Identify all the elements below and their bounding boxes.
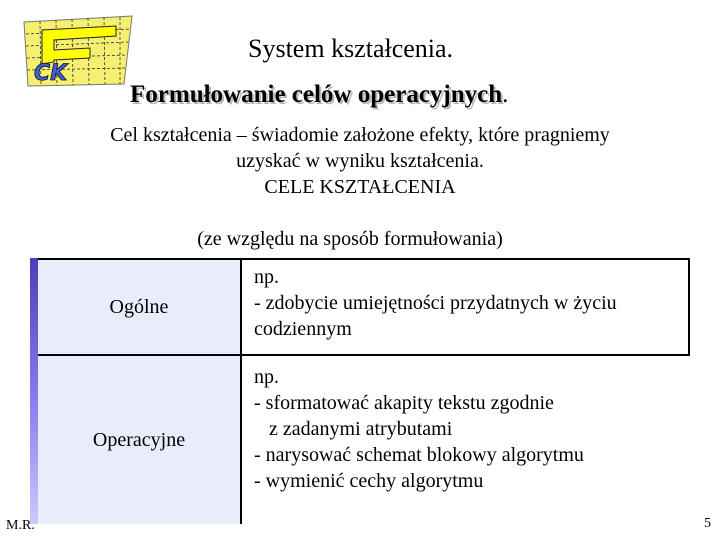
intro-line-1: Cel kształcenia – świadomie założone efekty, które pragniemy (110, 124, 610, 146)
row-content-operational (242, 364, 690, 524)
intro-line-3: CELE KSZTAŁCENIA (264, 176, 456, 198)
row-label-general: Ogólne (38, 258, 242, 356)
row-line: - wymienić cechy algorytmu (254, 470, 484, 492)
footer-author: M.R. (6, 518, 35, 533)
row-line: np. (254, 366, 279, 388)
row-content-general (242, 258, 690, 356)
row-line: - narysować schemat blokowy algorytmu (254, 444, 584, 466)
row-line: - sformatować akapity tekstu zgodnie (254, 392, 554, 414)
row-label-operational: Operacyjne (38, 356, 242, 524)
row-line: - zdobycie umiejętności przydatnych w życiu (254, 292, 617, 314)
goals-table (30, 258, 690, 524)
title-line-2-text: Formułowanie celów operacyjnych (130, 81, 503, 108)
intro-text (40, 122, 680, 200)
logo-text: CK (34, 61, 68, 86)
page-number: 5 (704, 516, 711, 531)
table-accent-bar (30, 258, 38, 524)
title-line-2 (130, 80, 508, 110)
ck-logo (20, 14, 140, 90)
row-line: z zadanymi atrybutami (254, 418, 453, 440)
row-line: np. (254, 266, 279, 288)
title-line-2-end: . (502, 81, 509, 108)
title-line-1: System kształcenia. (248, 34, 454, 63)
subnote: (ze względu na sposób formułowania) (197, 228, 503, 250)
row-line: codziennym (254, 318, 352, 340)
intro-line-2: uzyskać w wyniku kształcenia. (236, 150, 484, 172)
